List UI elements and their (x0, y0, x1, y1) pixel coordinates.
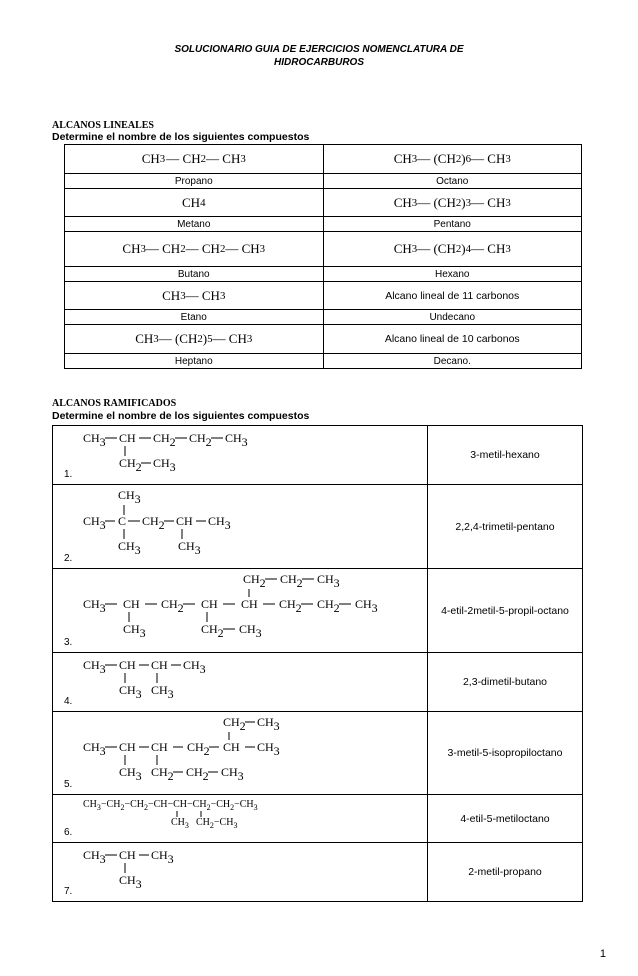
name-row (64, 309, 582, 324)
name-row (64, 353, 582, 369)
name-right: Pentano (323, 217, 582, 231)
svg-text:CH3: CH3 (83, 514, 106, 532)
branched-alkanes-table (52, 425, 583, 902)
structure-cell (53, 485, 427, 568)
svg-text:CH2: CH2 (189, 431, 212, 449)
svg-text:CH: CH (176, 514, 193, 528)
structure-3 (53, 569, 427, 652)
svg-text:CH: CH (151, 658, 168, 672)
formula-metano: CH 4 (182, 194, 206, 210)
svg-text:CH3: CH3 (317, 572, 340, 590)
svg-text:CH: CH (119, 658, 136, 672)
svg-text:CH: CH (241, 597, 258, 611)
name-left: Metano (177, 218, 211, 230)
structure-cell (53, 653, 427, 711)
item-number: 4. (64, 696, 73, 707)
section-heading-lineales: ALCANOS LINEALES (52, 120, 154, 131)
svg-text:CH3: CH3 (225, 431, 248, 449)
svg-text:CH2: CH2 (142, 514, 165, 532)
item-number: 7. (64, 886, 73, 897)
structure-1 (53, 426, 427, 484)
formula-butano: CH 3 — CH 2 — CH 2 — CH 3 (122, 241, 266, 256)
svg-text:CH2: CH2 (243, 572, 266, 590)
structure-7 (53, 843, 427, 901)
structure-2 (53, 485, 427, 568)
svg-text:CH3: CH3 (83, 740, 106, 758)
structure-cell (53, 795, 427, 842)
name-row (64, 216, 582, 231)
svg-text:CH3: CH3 (151, 683, 174, 701)
item-number: 1. (64, 469, 73, 480)
svg-text:CH3: CH3 (83, 658, 106, 676)
svg-text:CH3: CH3 (239, 622, 262, 640)
svg-text:CH3: CH3 (83, 848, 106, 866)
svg-text:CH3: $CH_3$ (171, 817, 189, 830)
formula-hexano: CH 3 — (CH 2 ) 4 — CH 3 (323, 232, 582, 266)
table-row (52, 568, 583, 652)
svg-text:CH3: CH3 (119, 873, 142, 891)
name-row (64, 266, 582, 281)
svg-text:CH3: CH3 (123, 622, 146, 640)
name-row (64, 173, 582, 188)
svg-text:CH3: CH3 (178, 539, 201, 557)
svg-text:CH2: CH2 (279, 597, 302, 615)
svg-text:CH: CH (123, 597, 140, 611)
svg-text:CH2: CH2 (201, 622, 224, 640)
formula-etano: CH 3 — CH 3 (162, 287, 226, 303)
svg-text:CH3−CH2−CH2−CH−CH−CH2−CH2−CH3: $CH_3-CH_2-CH_2-CH-CH-CH_2-CH_2-CH_3$ (83, 799, 258, 812)
structure-cell (53, 712, 427, 794)
name-left: Butano (177, 268, 210, 280)
formula-undecano: Alcano lineal de 11 carbonos (323, 282, 582, 309)
svg-text:CH3: CH3 (208, 514, 231, 532)
svg-text:C: C (118, 514, 127, 528)
svg-text:CH2: CH2 (153, 431, 176, 449)
formula-heptano: CH 3 — (CH 2 ) 5 — CH 3 (135, 331, 253, 346)
formula-row (64, 144, 582, 173)
compound-name: 4-etil-2metil-5-propil-octano (427, 569, 582, 652)
svg-text:CH: CH (119, 431, 136, 445)
linear-alkanes-table (64, 144, 582, 369)
svg-text:CH: CH (151, 740, 168, 754)
svg-text:CH2: CH2 (119, 456, 142, 474)
formula-pentano: CH 3 — (CH 2 ) 3 — CH 3 (323, 189, 582, 216)
formula-propano: CH 3 — CH 2 — CH 3 (141, 151, 246, 166)
svg-text:CH2−CH3: $CH_2-CH_3$ (196, 817, 238, 830)
svg-text:CH: CH (223, 740, 240, 754)
svg-text:CH2: CH2 (317, 597, 340, 615)
name-left: Propano (174, 175, 213, 187)
svg-text:CH3: CH3 (153, 456, 176, 474)
table-row (52, 484, 583, 568)
svg-text:CH3: CH3 (118, 539, 141, 557)
svg-text:CH3: CH3 (183, 658, 206, 676)
formula-decano: Alcano lineal de 10 carbonos (323, 325, 582, 353)
name-right: Hexano (323, 267, 582, 281)
page-number: 1 (599, 948, 606, 960)
name-right: Undecano (323, 310, 582, 324)
table-row (52, 794, 583, 842)
title-line-1: SOLUCIONARIO GUIA DE EJERCICIOS NOMENCLATURA DE (174, 44, 464, 55)
formula-row (64, 231, 582, 266)
svg-text:CH: CH (201, 597, 218, 611)
formula-row (64, 188, 582, 216)
section-heading-ramificados: ALCANOS RAMIFICADOS (52, 398, 177, 409)
svg-text:CH3: CH3 (83, 597, 106, 615)
svg-text:CH3: CH3 (221, 765, 244, 783)
svg-text:CH3: CH3 (257, 740, 280, 758)
item-number: 5. (64, 779, 73, 790)
svg-text:CH3: CH3 (355, 597, 378, 615)
svg-text:CH3: CH3 (83, 431, 106, 449)
compound-name: 2-metil-propano (427, 843, 582, 901)
instruction-lineales: Determine el nombre de los siguientes compuestos (52, 131, 310, 143)
structure-4 (53, 653, 427, 711)
svg-text:CH2: CH2 (280, 572, 303, 590)
svg-text:CH2: CH2 (161, 597, 184, 615)
svg-text:CH2: CH2 (186, 765, 209, 783)
formula-row (64, 324, 582, 353)
structure-cell (53, 426, 427, 484)
svg-text:CH: CH (119, 740, 136, 754)
name-right: Octano (323, 174, 582, 188)
structure-cell (53, 843, 427, 901)
name-right: Decano. (323, 354, 582, 368)
item-number: 2. (64, 553, 73, 564)
table-row (52, 842, 583, 902)
compound-name: 2,2,4-trimetil-pentano (427, 485, 582, 568)
name-left: Heptano (174, 355, 213, 367)
compound-name: 3-metil-5-isopropiloctano (427, 712, 582, 794)
structure-cell (53, 569, 427, 652)
svg-text:CH: CH (119, 848, 136, 862)
title-line-2: HIDROCARBUROS (274, 57, 364, 68)
structure-5 (53, 712, 427, 794)
table-row (52, 652, 583, 711)
svg-text:CH3: CH3 (119, 765, 142, 783)
svg-text:CH3: CH3 (151, 848, 174, 866)
table-row (52, 711, 583, 794)
item-number: 3. (64, 637, 73, 648)
compound-name: 2,3-dimetil-butano (427, 653, 582, 711)
svg-text:CH2: CH2 (151, 765, 174, 783)
svg-text:CH2: CH2 (187, 740, 210, 758)
table-row (52, 425, 583, 484)
compound-name: 4-etil-5-metiloctano (427, 795, 582, 842)
compound-name: 3-metil-hexano (427, 426, 582, 484)
structure-6 (53, 795, 427, 842)
svg-text:CH3: CH3 (118, 488, 141, 506)
name-left: Etano (180, 311, 207, 323)
instruction-ramificados: Determine el nombre de los siguientes compuestos (52, 410, 310, 422)
formula-row (64, 281, 582, 309)
svg-text:CH2: CH2 (223, 715, 246, 733)
document-title (0, 43, 638, 69)
svg-text:CH3: CH3 (257, 715, 280, 733)
formula-octano: CH 3 — (CH 2 ) 6 — CH 3 (323, 145, 582, 173)
item-number: 6. (64, 827, 73, 838)
svg-text:CH3: CH3 (119, 683, 142, 701)
